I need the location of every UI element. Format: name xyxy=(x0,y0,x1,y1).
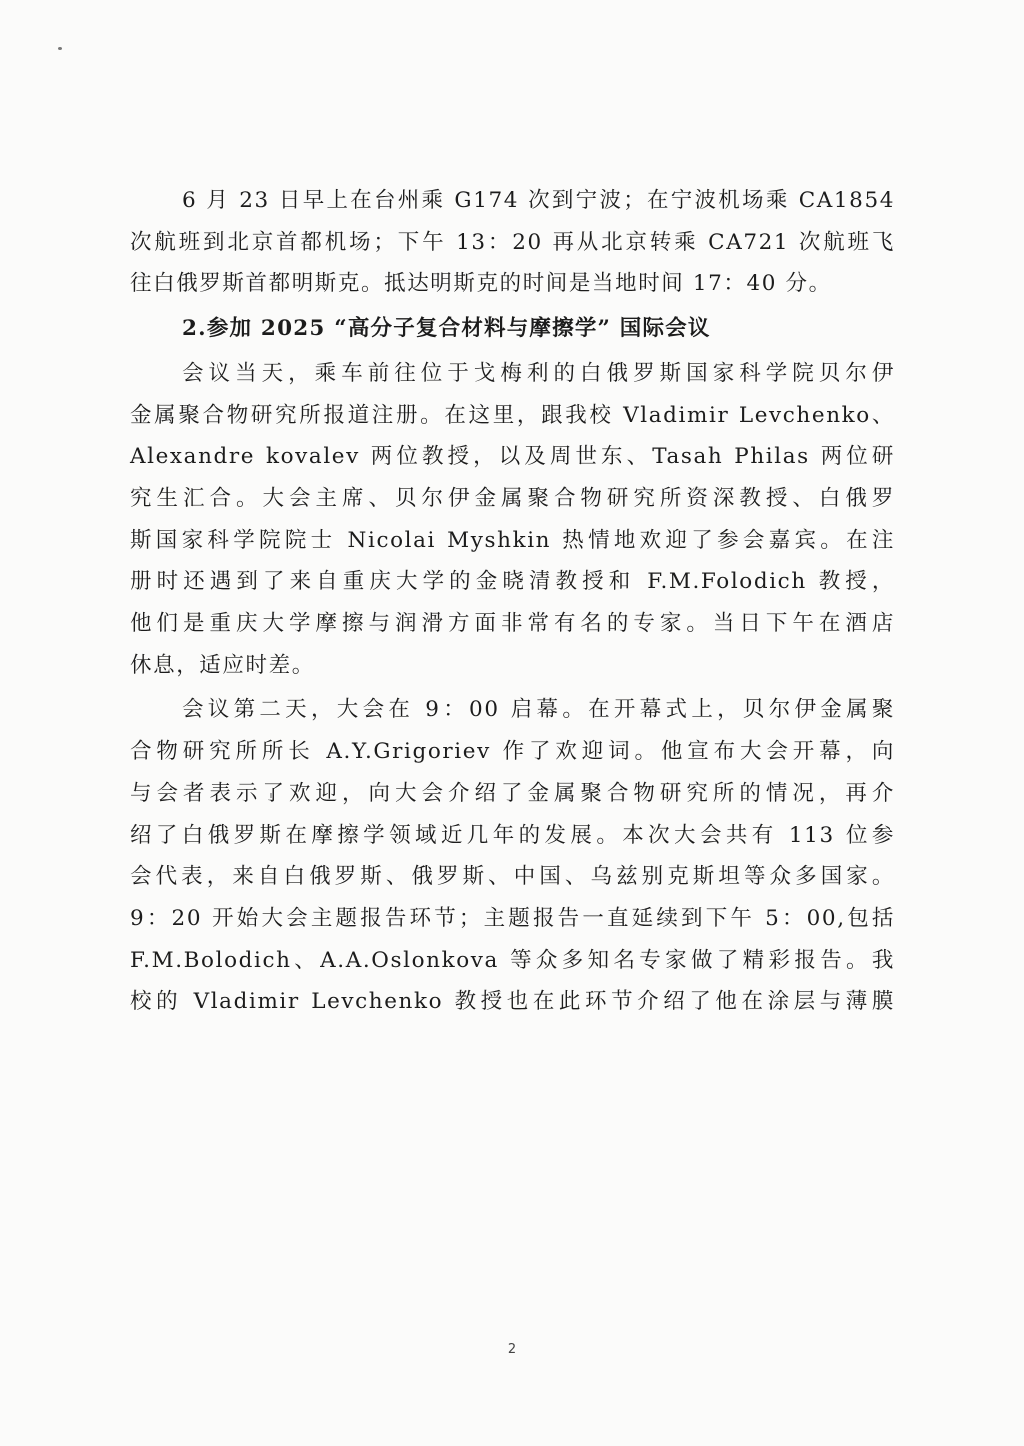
text-line: 6 月 23 日早上在台州乘 G174 次到宁波；在宁波机场乘 CA1854 xyxy=(182,188,895,213)
text-line: 与会者表示了欢迎，向大会介绍了金属聚合物研究所的情况，再介 xyxy=(130,780,895,806)
scan-speck xyxy=(58,47,62,50)
text-line: 册时还遇到了来自重庆大学的金晓清教授和 F.M.Folodich 教授， xyxy=(130,569,895,595)
text-line: 绍了白俄罗斯在摩擦学领域近几年的发展。本次大会共有 113 位参 xyxy=(130,822,895,848)
paragraph-travel xyxy=(130,180,895,305)
section-heading-text: 2.参加 2025 “高分子复合材料与摩擦学” 国际会议 xyxy=(182,316,711,342)
section-heading xyxy=(130,308,895,350)
text-line: 往白俄罗斯首都明斯克。抵达明斯克的时间是当地时间 17：40 分。 xyxy=(130,271,832,297)
paragraph-day-two xyxy=(130,689,895,1023)
text-line: 金属聚合物研究所报道注册。在这里，跟我校 Vladimir Levchenko、 xyxy=(130,402,895,428)
text-line: 休息，适应时差。 xyxy=(130,652,315,678)
text-line: 会议第二天，大会在 9：00 启幕。在开幕式上，贝尔伊金属聚 xyxy=(182,697,895,723)
body-text xyxy=(130,180,895,1023)
page-number: 2 xyxy=(507,1342,517,1357)
text-line: 究生汇合。大会主席、贝尔伊金属聚合物研究所资深教授、白俄罗 xyxy=(130,485,895,511)
text-line: F.M.Bolodich、A.A.Oslonkova 等众多知名专家做了精彩报告。我 xyxy=(130,947,895,973)
text-line: 合物研究所所长 A.Y.Grigoriev 作了欢迎词。他宣布大会开幕，向 xyxy=(130,739,895,765)
text-line: 次航班到北京首都机场；下午 13：20 再从北京转乘 CA721 次航班飞 xyxy=(130,229,895,255)
text-line: 校的 Vladimir Levchenko 教授也在此环节介绍了他在涂层与薄膜 xyxy=(130,989,895,1015)
text-line: Alexandre kovalev 两位教授，以及周世东、Tasah Philas 两位研 xyxy=(130,444,895,470)
paragraph-day-one xyxy=(130,353,895,687)
text-line: 9：20 开始大会主题报告环节；主题报告一直延续到下午 5：00,包括 xyxy=(130,905,895,931)
text-line: 他们是重庆大学摩擦与润滑方面非常有名的专家。当日下午在酒店 xyxy=(130,611,895,637)
text-line: 会议当天，乘车前往位于戈梅利的白俄罗斯国家科学院贝尔伊 xyxy=(182,360,895,386)
text-line: 斯国家科学院院士 Nicolai Myshkin 热情地欢迎了参会嘉宾。在注 xyxy=(130,527,895,553)
text-line: 会代表，来自白俄罗斯、俄罗斯、中国、乌兹别克斯坦等众多国家。 xyxy=(130,864,895,890)
